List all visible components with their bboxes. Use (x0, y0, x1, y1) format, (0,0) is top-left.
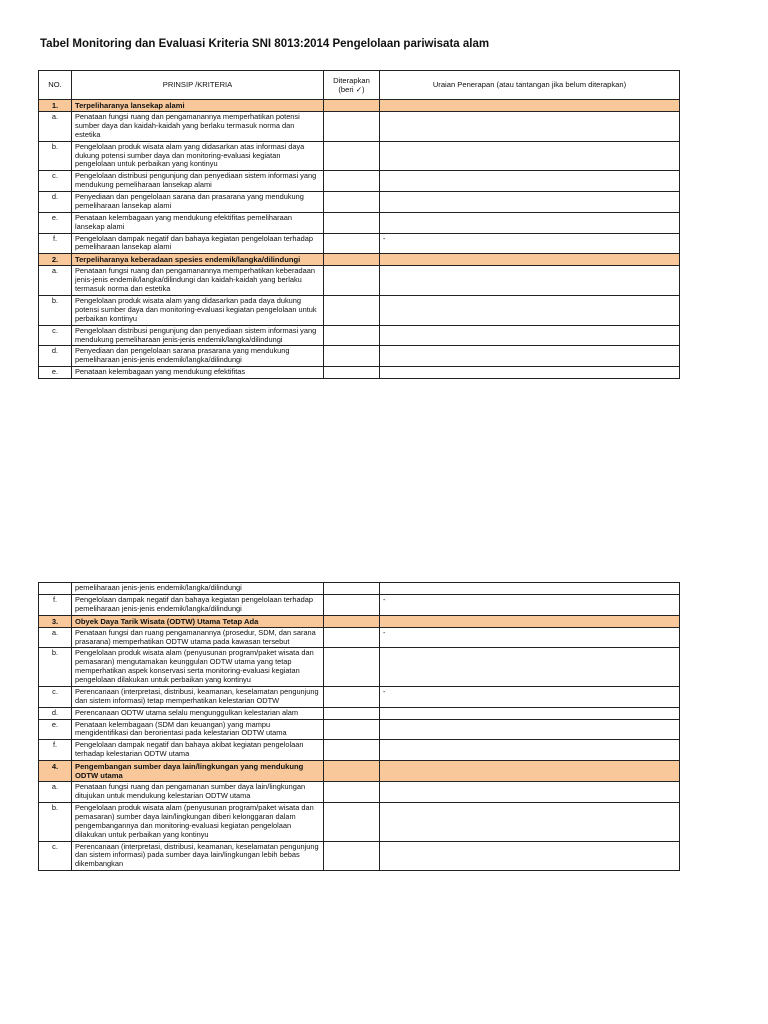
criteria-text: Penataan kelembagaan (SDM dan keuangan) yang mampu mengidentifikasi dan berorientasi pada kelestarian ODTW utama (72, 719, 324, 740)
row-number: d. (39, 346, 72, 367)
row-number: 4. (39, 761, 72, 782)
row-number: f. (39, 233, 72, 254)
criteria-row (39, 212, 680, 233)
criteria-text: Penyediaan dan pengelolaan sarana prasarana yang mendukung pemeliharaan jenis-jenis endemik/langka/dilindungi (72, 346, 324, 367)
uraian-cell[interactable] (380, 325, 680, 346)
row-number (39, 583, 72, 595)
criteria-text: Perencanaan (interpretasi, distribusi, keamanan, keselamatan pengunjung dan sistem informasi) pada sumber daya lain/lingkungan lebih bebas dikembangkan (72, 841, 324, 871)
uraian-cell[interactable] (380, 254, 680, 266)
section-title: Terpeliharanya keberadaan spesies endemik/langka/dilindungi (72, 254, 324, 266)
header-diterapkan (324, 71, 380, 100)
criteria-row (39, 841, 680, 871)
row-number: f. (39, 594, 72, 615)
criteria-text: Penyediaan dan pengelolaan sarana dan prasarana yang mendukung pemeliharaan lansekap alami (72, 192, 324, 213)
uraian-cell[interactable] (380, 841, 680, 871)
diterapkan-checkbox-cell[interactable] (324, 707, 380, 719)
diterapkan-checkbox-cell[interactable] (324, 594, 380, 615)
uraian-cell[interactable] (380, 707, 680, 719)
criteria-row (39, 686, 680, 707)
diterapkan-checkbox-cell[interactable] (324, 100, 380, 112)
criteria-text: Penataan kelembagaan yang mendukung efektifitas (72, 367, 324, 379)
uraian-cell[interactable] (380, 615, 680, 627)
uraian-cell[interactable] (380, 740, 680, 761)
criteria-text: Pengelolaan dampak negatif dan bahaya akibat kegiatan pengelolaan terhadap kelestarian ODTW utama (72, 740, 324, 761)
diterapkan-checkbox-cell[interactable] (324, 761, 380, 782)
uraian-cell[interactable] (380, 171, 680, 192)
monitoring-table-page-1 (38, 70, 680, 379)
criteria-row (39, 594, 680, 615)
criteria-row (39, 648, 680, 687)
uraian-cell[interactable] (380, 367, 680, 379)
row-number: f. (39, 740, 72, 761)
row-number: a. (39, 627, 72, 648)
diterapkan-checkbox-cell[interactable] (324, 254, 380, 266)
diterapkan-checkbox-cell[interactable] (324, 686, 380, 707)
uraian-cell[interactable] (380, 583, 680, 595)
diterapkan-checkbox-cell[interactable] (324, 346, 380, 367)
criteria-text: Perencanaan ODTW utama selalu mengunggulkan kelestarian alam (72, 707, 324, 719)
uraian-cell[interactable] (380, 141, 680, 171)
criteria-text: Penataan fungsi dan ruang pengamanannya (prosedur, SDM, dan sarana prasarana) memperhatikan ODTW utama pada kawasan tersebut (72, 627, 324, 648)
criteria-row (39, 367, 680, 379)
diterapkan-checkbox-cell[interactable] (324, 367, 380, 379)
uraian-cell[interactable] (380, 803, 680, 842)
criteria-text: Penataan fungsi ruang dan pengamanannya memperhatikan keberadaan jenis-jenis endemik/langka/dilindungi dan kaidah-kaidah yang berlaku termasuk norma dan estetika (72, 266, 324, 296)
monitoring-table-page-2 (38, 582, 680, 871)
criteria-text: Penataan fungsi ruang dan pengamanannya memperhatikan potensi sumber daya dan kaidah-kaidah yang berlaku termasuk norma dan estetika (72, 112, 324, 142)
diterapkan-checkbox-cell[interactable] (324, 782, 380, 803)
criteria-text: Pengelolaan distribusi pengunjung dan penyediaan sistem informasi yang mendukung pemeliharaan jenis-jenis endemik/langka/dilindungi (72, 325, 324, 346)
section-row (39, 761, 680, 782)
section-title: Terpeliharanya lansekap alami (72, 100, 324, 112)
diterapkan-checkbox-cell[interactable] (324, 171, 380, 192)
diterapkan-checkbox-cell[interactable] (324, 627, 380, 648)
diterapkan-checkbox-cell[interactable] (324, 266, 380, 296)
row-number: d. (39, 192, 72, 213)
row-number: 3. (39, 615, 72, 627)
diterapkan-checkbox-cell[interactable] (324, 192, 380, 213)
criteria-row (39, 346, 680, 367)
criteria-text: Penataan fungsi ruang dan pengamanan sumber daya lain/lingkungan ditujukan untuk mendukung kelestarian ODTW utama (72, 782, 324, 803)
uraian-cell[interactable] (380, 719, 680, 740)
row-number: d. (39, 707, 72, 719)
uraian-cell[interactable]: - (380, 627, 680, 648)
criteria-text: Penataan kelembagaan yang mendukung efektifitas pemeliharaan lansekap alami (72, 212, 324, 233)
criteria-text: Pengelolaan produk wisata alam (penyusunan program/paket wisata dan pemasaran) mengutamakan keunggulan ODTW utama yang tetap memperhatikan aspek konservasi serta monitoring-evaluasi kegiatan pengelolaan dilakukan untuk perbaikan yang kontinyu (72, 648, 324, 687)
criteria-row (39, 583, 680, 595)
diterapkan-checkbox-cell[interactable] (324, 841, 380, 871)
header-prinsip-kriteria: PRINSIP /KRITERIA (72, 71, 324, 100)
row-number: 2. (39, 254, 72, 266)
criteria-row (39, 233, 680, 254)
uraian-cell[interactable]: - (380, 594, 680, 615)
diterapkan-checkbox-cell[interactable] (324, 325, 380, 346)
criteria-row (39, 112, 680, 142)
row-number: a. (39, 112, 72, 142)
header-diterapkan-hint: (beri ✓) (338, 85, 365, 94)
uraian-cell[interactable] (380, 100, 680, 112)
uraian-cell[interactable] (380, 346, 680, 367)
row-number: a. (39, 266, 72, 296)
uraian-cell[interactable] (380, 192, 680, 213)
row-number: b. (39, 648, 72, 687)
criteria-row (39, 141, 680, 171)
criteria-row (39, 266, 680, 296)
uraian-cell[interactable] (380, 648, 680, 687)
criteria-text: Pengelolaan distribusi pengunjung dan penyediaan sistem informasi yang mendukung pemeliharaan lansekap alami (72, 171, 324, 192)
row-number: 1. (39, 100, 72, 112)
uraian-cell[interactable] (380, 296, 680, 326)
section-title: Obyek Daya Tarik Wisata (ODTW) Utama Tetap Ada (72, 615, 324, 627)
diterapkan-checkbox-cell[interactable] (324, 233, 380, 254)
diterapkan-checkbox-cell[interactable] (324, 296, 380, 326)
row-number: e. (39, 212, 72, 233)
diterapkan-checkbox-cell[interactable] (324, 648, 380, 687)
criteria-row (39, 171, 680, 192)
row-number: c. (39, 841, 72, 871)
uraian-cell[interactable]: - (380, 233, 680, 254)
section-title: Pengembangan sumber daya lain/lingkungan yang mendukung ODTW utama (72, 761, 324, 782)
row-number: c. (39, 171, 72, 192)
criteria-row (39, 707, 680, 719)
criteria-row (39, 192, 680, 213)
diterapkan-checkbox-cell[interactable] (324, 141, 380, 171)
criteria-row (39, 296, 680, 326)
criteria-row (39, 782, 680, 803)
diterapkan-checkbox-cell[interactable] (324, 112, 380, 142)
diterapkan-checkbox-cell[interactable] (324, 615, 380, 627)
uraian-cell[interactable]: - (380, 686, 680, 707)
criteria-row (39, 627, 680, 648)
header-no: NO. (39, 71, 72, 100)
criteria-row (39, 325, 680, 346)
section-row (39, 100, 680, 112)
row-number: c. (39, 325, 72, 346)
diterapkan-checkbox-cell[interactable] (324, 803, 380, 842)
uraian-cell[interactable] (380, 761, 680, 782)
table-body-page-2 (39, 583, 680, 871)
diterapkan-checkbox-cell[interactable] (324, 740, 380, 761)
criteria-row (39, 740, 680, 761)
header-uraian: Uraian Penerapan (atau tantangan jika belum diterapkan) (380, 71, 680, 100)
criteria-text: pemeliharaan jenis-jenis endemik/langka/dilindungi (72, 583, 324, 595)
criteria-row (39, 719, 680, 740)
uraian-cell[interactable] (380, 782, 680, 803)
row-number: b. (39, 296, 72, 326)
diterapkan-checkbox-cell[interactable] (324, 212, 380, 233)
criteria-text: Pengelolaan dampak negatif dan bahaya kegiatan pengelolaan terhadap pemeliharaan jenis-jenis endemik/langka/dilindungi (72, 594, 324, 615)
header-diterapkan-label: Diterapkan (333, 75, 370, 85)
criteria-text: Pengelolaan produk wisata alam (penyusunan program/paket wisata dan pemasaran) sumber daya lain/lingkungan diberi kelonggaran dalam pengembangannya dan monitoring-evaluasi kegiatan pengelolaan dilakukan untuk perbaikan yang kontinyu (72, 803, 324, 842)
row-number: b. (39, 803, 72, 842)
row-number: e. (39, 719, 72, 740)
section-row (39, 615, 680, 627)
uraian-cell[interactable] (380, 112, 680, 142)
criteria-text: Pengelolaan produk wisata alam yang didasarkan pada daya dukung potensi sumber daya dan monitoring-evaluasi kegiatan pengelolaan untuk perbaikan kontinyu (72, 296, 324, 326)
row-number: a. (39, 782, 72, 803)
diterapkan-checkbox-cell[interactable] (324, 719, 380, 740)
document-title: Tabel Monitoring dan Evaluasi Kriteria SNI 8013:2014 Pengelolaan pariwisata alam (40, 38, 490, 50)
criteria-text: Perencanaan (interpretasi, distribusi, keamanan, keselamatan pengunjung dan sistem informasi) tetap memperhatikan kelestarian ODTW (72, 686, 324, 707)
criteria-text: Pengelolaan produk wisata alam yang didasarkan atas informasi daya dukung potensi sumber daya dan monitoring-evaluasi kegiatan pengelolaan untuk perbaikan yang kontinyu (72, 141, 324, 171)
criteria-text: Pengelolaan dampak negatif dan bahaya kegiatan pengelolaan terhadap pemeliharaan lansekap alami (72, 233, 324, 254)
diterapkan-checkbox-cell[interactable] (324, 583, 380, 595)
uraian-cell[interactable] (380, 212, 680, 233)
row-number: e. (39, 367, 72, 379)
row-number: c. (39, 686, 72, 707)
row-number: b. (39, 141, 72, 171)
table-body-page-1 (39, 100, 680, 379)
criteria-row (39, 803, 680, 842)
uraian-cell[interactable] (380, 266, 680, 296)
section-row (39, 254, 680, 266)
